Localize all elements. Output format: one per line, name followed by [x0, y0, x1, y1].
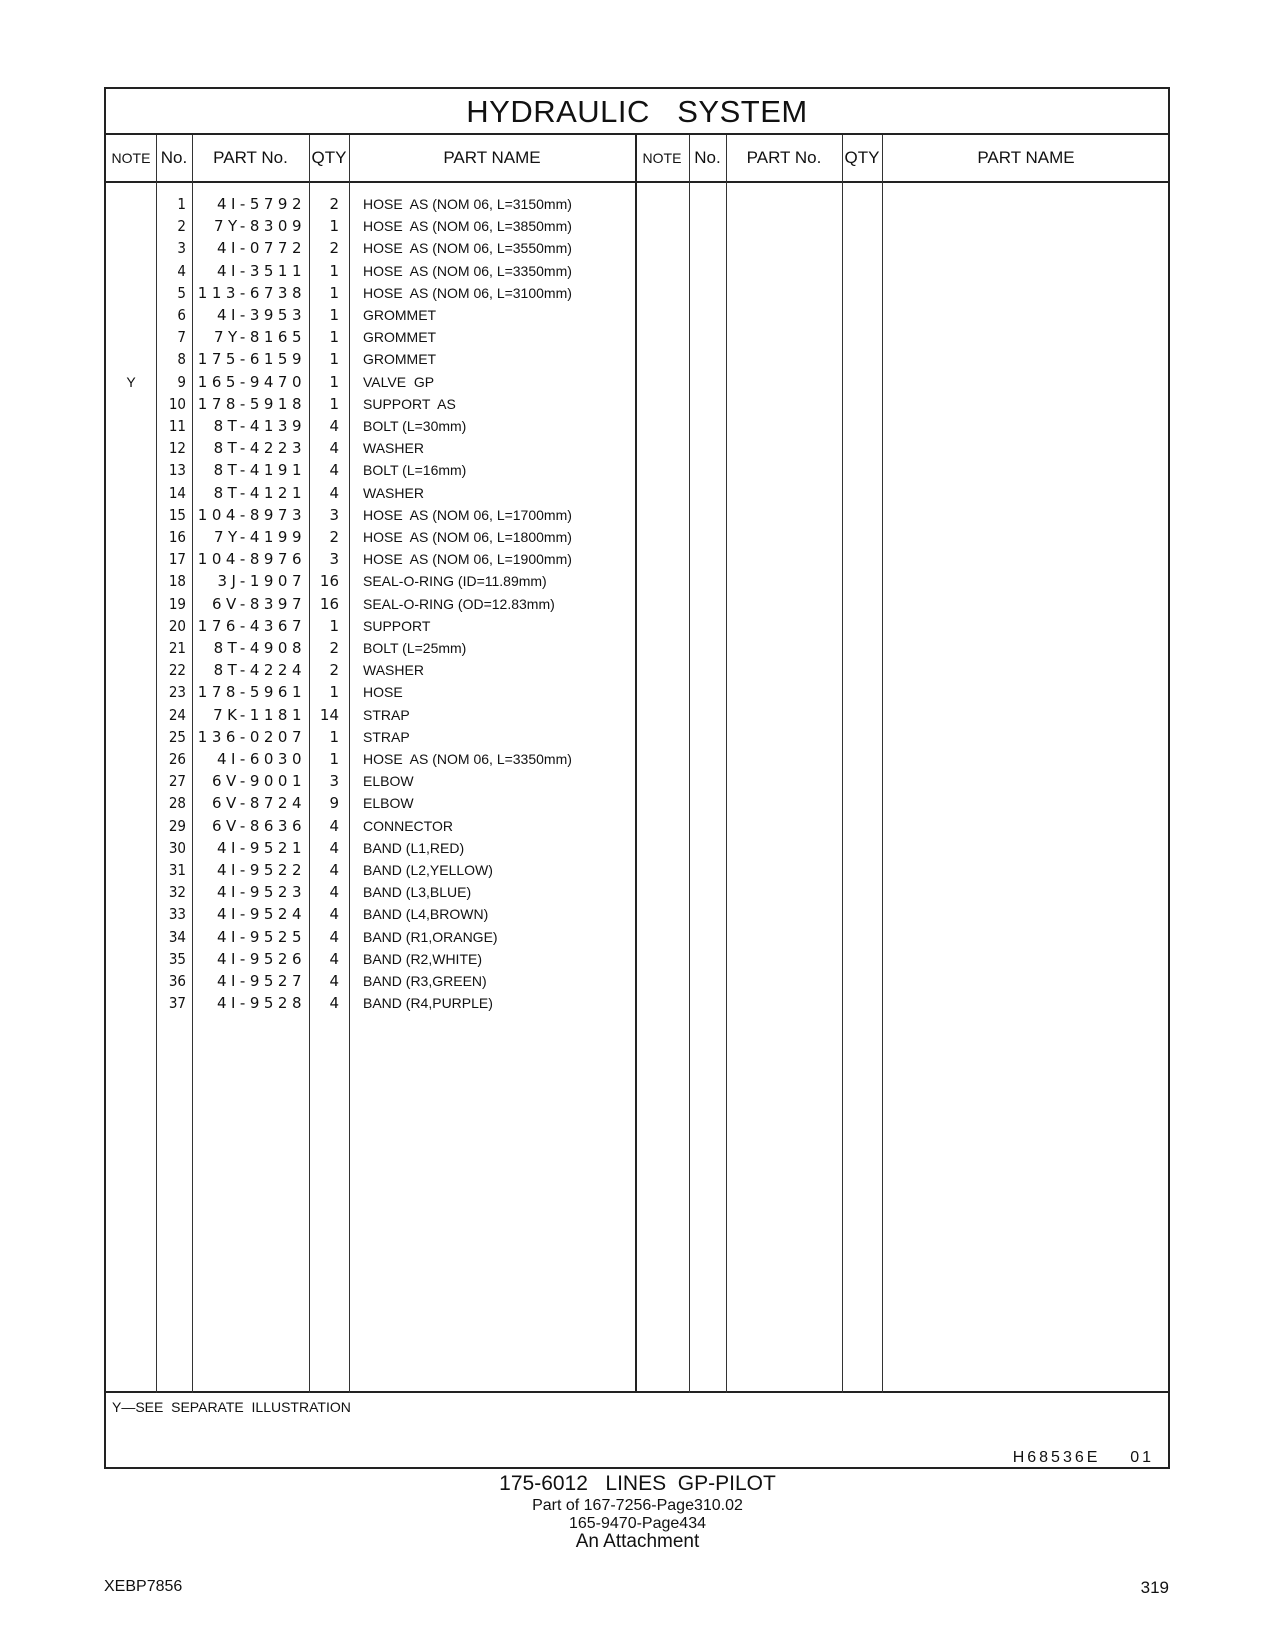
quantity-cell: 3 — [329, 505, 339, 524]
part-number-cell: 6V-8636 — [211, 816, 306, 835]
note-cell — [106, 437, 156, 459]
note-cell — [106, 726, 156, 748]
item-number-cell: 20 — [168, 616, 186, 635]
note-cell — [106, 948, 156, 970]
note-cell — [106, 504, 156, 526]
quantity-cell: 1 — [329, 350, 339, 369]
item-number-cell: 16 — [168, 528, 186, 546]
table-row — [106, 415, 1168, 437]
table-row — [106, 792, 1168, 814]
part-name-cell: WASHER — [363, 662, 424, 679]
note-cell — [106, 704, 156, 726]
item-number-cell: 10 — [168, 394, 186, 413]
table-row — [106, 992, 1168, 1014]
note-cell — [106, 393, 156, 415]
table-row — [106, 570, 1168, 592]
part-name-cell: BAND (L4,BROWN) — [363, 906, 489, 923]
note-cell — [106, 548, 156, 570]
note-cell — [106, 837, 156, 859]
part-number-cell: 4I-3953 — [216, 306, 306, 324]
part-number-cell: 8T-4224 — [213, 661, 306, 680]
table-row — [106, 726, 1168, 748]
part-number-cell: 4I-3511 — [216, 261, 306, 280]
quantity-cell: 1 — [329, 283, 339, 302]
note-cell — [106, 459, 156, 481]
quantity-cell: 1 — [329, 328, 339, 347]
quantity-cell: 2 — [329, 639, 339, 657]
part-number-cell: 6V-8397 — [211, 594, 306, 613]
part-name-cell: HOSE AS (NOM 06, L=3100mm) — [363, 284, 572, 301]
part-name-cell: ELBOW — [363, 773, 414, 790]
table-row — [106, 948, 1168, 970]
item-number-cell: 15 — [168, 505, 186, 524]
part-name-cell: BAND (L1,RED) — [363, 839, 465, 856]
item-number-cell: 33 — [168, 905, 186, 924]
quantity-cell: 4 — [329, 483, 339, 502]
part-name-cell: BAND (L2,YELLOW) — [363, 862, 493, 878]
item-number-cell: 4 — [177, 261, 186, 280]
part-number-cell: 4I-9523 — [216, 883, 306, 902]
note-cell — [106, 881, 156, 903]
table-row — [106, 815, 1168, 837]
part-number-cell: 4I-9522 — [216, 861, 306, 879]
header-part-name-right: PART NAME — [977, 148, 1075, 167]
header-note-right: NOTE — [642, 150, 682, 166]
part-name-cell: HOSE — [363, 684, 403, 701]
quantity-cell: 4 — [329, 816, 339, 835]
part-number-cell: 7Y-8165 — [213, 328, 306, 347]
item-number-cell: 28 — [168, 794, 186, 813]
header-no-right: No. — [694, 148, 721, 167]
part-number-cell: 3J-1907 — [217, 572, 306, 591]
quantity-cell: 4 — [329, 905, 339, 924]
table-row — [106, 881, 1168, 903]
item-number-cell: 26 — [168, 750, 186, 768]
part-name-cell: SUPPORT — [363, 617, 431, 634]
table-row — [106, 637, 1168, 659]
table-row — [106, 326, 1168, 348]
quantity-cell: 1 — [329, 750, 339, 768]
table-row — [106, 371, 1168, 393]
item-number-cell: 2 — [177, 217, 186, 236]
header-divider — [106, 181, 1168, 183]
part-name-cell: HOSE AS (NOM 06, L=3150mm) — [363, 196, 572, 212]
part-number-cell: 165-9470 — [197, 372, 306, 391]
part-name-cell: BAND (R2,WHITE) — [363, 950, 482, 967]
part-name-cell: ELBOW — [363, 795, 414, 812]
item-number-cell: 32 — [168, 883, 186, 902]
part-name-cell: BOLT (L=16mm) — [363, 462, 467, 479]
part-name-cell: BOLT (L=25mm) — [363, 640, 467, 656]
part-name-cell: GROMMET — [363, 329, 437, 346]
table-row — [106, 437, 1168, 459]
note-cell — [106, 526, 156, 548]
part-number-cell: 7K-1181 — [213, 705, 306, 724]
part-number-cell: 4I-9524 — [216, 905, 306, 924]
note-cell — [106, 348, 156, 370]
item-number-cell: 21 — [168, 639, 186, 657]
part-name-cell: BAND (R4,PURPLE) — [363, 995, 493, 1012]
part-number-cell: 4I-6030 — [216, 750, 306, 768]
part-number-cell: 8T-4908 — [213, 639, 306, 657]
quantity-cell: 16 — [319, 572, 339, 591]
part-number-cell: 175-6159 — [197, 350, 306, 369]
table-row — [106, 304, 1168, 326]
table-row — [106, 770, 1168, 792]
item-number-cell: 23 — [168, 683, 186, 702]
quantity-cell: 3 — [329, 550, 339, 569]
part-name-cell: GROMMET — [363, 351, 437, 368]
table-row — [106, 615, 1168, 637]
quantity-cell: 4 — [329, 461, 339, 480]
quantity-cell: 1 — [329, 394, 339, 413]
part-number-cell: 178-5918 — [197, 394, 306, 413]
part-name-cell: STRAP — [363, 728, 410, 745]
item-number-cell: 25 — [168, 727, 186, 746]
part-number-cell: 104-8973 — [197, 505, 306, 524]
part-number-cell: 8T-4191 — [213, 461, 306, 480]
table-row — [106, 215, 1168, 237]
part-number-cell: 8T-4121 — [213, 483, 306, 502]
note-cell: Y — [126, 373, 136, 390]
quantity-cell: 2 — [329, 661, 339, 680]
quantity-cell: 4 — [329, 927, 339, 946]
part-name-cell: STRAP — [363, 706, 410, 723]
table-row — [106, 504, 1168, 526]
table-row — [106, 926, 1168, 948]
part-number-cell: 176-4367 — [197, 616, 306, 635]
header-no: No. — [160, 148, 188, 167]
table-row — [106, 348, 1168, 370]
part-name-cell: CONNECTOR — [363, 817, 453, 834]
part-name-cell: SEAL-O-RING (OD=12.83mm) — [363, 595, 555, 612]
item-number-cell: 14 — [168, 483, 186, 502]
table-row — [106, 393, 1168, 415]
caption-part-of: Part of 167-7256-Page310.02 — [532, 1497, 743, 1514]
part-name-cell: GROMMET — [363, 307, 437, 323]
quantity-cell: 4 — [329, 949, 339, 968]
table-row — [106, 704, 1168, 726]
table-row — [106, 859, 1168, 881]
header-note: NOTE — [111, 150, 151, 166]
note-cell — [106, 815, 156, 837]
item-number-cell: 30 — [168, 838, 186, 857]
quantity-cell: 1 — [329, 616, 339, 635]
part-name-cell: BAND (R3,GREEN) — [363, 973, 487, 989]
quantity-cell: 2 — [329, 239, 339, 258]
note-cell — [106, 926, 156, 948]
part-number-cell: 113-6738 — [197, 283, 306, 302]
quantity-cell: 14 — [319, 705, 339, 724]
quantity-cell: 4 — [329, 838, 339, 857]
part-name-cell: WASHER — [363, 440, 424, 457]
note-cell — [106, 570, 156, 592]
note-cell — [106, 615, 156, 637]
header-part-no: PART No. — [213, 148, 288, 167]
section-title: HYDRAULIC SYSTEM — [106, 89, 1168, 135]
table-row — [106, 837, 1168, 859]
note-cell — [106, 237, 156, 259]
part-name-cell: SUPPORT AS — [363, 395, 456, 412]
note-cell — [106, 970, 156, 992]
header-qty: QTY — [311, 148, 347, 167]
part-number-cell: 136-0207 — [197, 727, 306, 746]
quantity-cell: 4 — [329, 861, 339, 879]
part-name-cell: BAND (R1,ORANGE) — [363, 928, 498, 945]
note-cell — [106, 482, 156, 504]
part-name-cell: HOSE AS (NOM 06, L=3350mm) — [363, 262, 572, 279]
parts-table-frame — [104, 87, 1170, 1469]
part-name-cell: HOSE AS (NOM 06, L=3550mm) — [363, 240, 572, 257]
part-number-cell: 4I-9526 — [216, 949, 306, 968]
part-name-cell: HOSE AS (NOM 06, L=3850mm) — [363, 218, 572, 235]
item-number-cell: 9 — [177, 372, 186, 391]
table-row — [106, 282, 1168, 304]
note-cell — [106, 637, 156, 659]
part-number-cell: 6V-8724 — [211, 794, 306, 813]
note-cell — [106, 304, 156, 326]
item-number-cell: 34 — [168, 927, 186, 946]
header-part-no-right: PART No. — [746, 148, 822, 167]
note-cell — [106, 859, 156, 881]
part-number-cell: 4I-9525 — [216, 927, 306, 946]
quantity-cell: 4 — [329, 883, 339, 902]
table-row — [106, 482, 1168, 504]
part-number-cell: 4I-9528 — [216, 994, 306, 1013]
quantity-cell: 2 — [329, 195, 339, 213]
item-number-cell: 7 — [177, 328, 186, 347]
table-row — [106, 681, 1168, 703]
quantity-cell: 3 — [329, 772, 339, 791]
item-number-cell: 36 — [168, 972, 186, 990]
part-number-cell: 8T-4139 — [213, 417, 306, 435]
note-cell — [106, 748, 156, 770]
table-row — [106, 526, 1168, 548]
note-cell — [106, 681, 156, 703]
table-row — [106, 237, 1168, 259]
note-cell — [106, 215, 156, 237]
table-row — [106, 970, 1168, 992]
item-number-cell: 1 — [177, 195, 186, 213]
footer-divider — [106, 1391, 1168, 1393]
part-name-cell: HOSE AS (NOM 06, L=1900mm) — [363, 551, 572, 568]
document-id: XEBP7856 — [104, 1578, 183, 1595]
part-number-cell: 7Y-8309 — [213, 217, 306, 236]
quantity-cell: 4 — [329, 439, 339, 458]
table-row — [106, 260, 1168, 282]
quantity-cell: 1 — [329, 727, 339, 746]
item-number-cell: 12 — [168, 439, 186, 458]
quantity-cell: 4 — [329, 417, 339, 435]
drawing-code: H68536E 01 — [1012, 1449, 1154, 1466]
item-number-cell: 35 — [168, 949, 186, 968]
part-number-cell: 8T-4223 — [213, 439, 306, 458]
part-number-cell: 7Y-4199 — [213, 528, 306, 546]
part-number-cell: 4I-5792 — [216, 195, 306, 213]
part-name-cell: HOSE AS (NOM 06, L=1700mm) — [363, 506, 572, 523]
item-number-cell: 24 — [168, 705, 186, 724]
item-number-cell: 27 — [168, 772, 186, 791]
item-number-cell: 5 — [177, 283, 186, 302]
table-row — [106, 548, 1168, 570]
quantity-cell: 1 — [329, 217, 339, 236]
note-cell — [106, 792, 156, 814]
quantity-cell: 16 — [319, 594, 339, 613]
part-number-cell: 6V-9001 — [211, 772, 306, 791]
part-name-cell: SEAL-O-RING (ID=11.89mm) — [363, 573, 547, 590]
note-cell — [106, 415, 156, 437]
part-number-cell: 178-5961 — [197, 683, 306, 702]
part-name-cell: BOLT (L=30mm) — [363, 418, 467, 434]
page-number: 319 — [1140, 1578, 1169, 1597]
quantity-cell: 1 — [329, 683, 339, 702]
caption-reference: 165-9470-Page434 — [568, 1515, 706, 1532]
part-number-cell: 104-8976 — [197, 550, 306, 569]
table-row — [106, 193, 1168, 215]
table-row — [106, 459, 1168, 481]
header-part-name: PART NAME — [443, 148, 541, 167]
item-number-cell: 3 — [177, 239, 186, 258]
caption-attachment: An Attachment — [575, 1531, 700, 1552]
caption-title: 175-6012 LINES GP-PILOT — [499, 1472, 776, 1495]
header-qty-right: QTY — [844, 148, 880, 167]
table-row — [106, 593, 1168, 615]
quantity-cell: 4 — [329, 994, 339, 1013]
note-cell — [106, 260, 156, 282]
part-name-cell: HOSE AS (NOM 06, L=1800mm) — [363, 529, 572, 545]
part-number-cell: 4I-9521 — [216, 838, 306, 857]
note-cell — [106, 659, 156, 681]
note-cell — [106, 992, 156, 1014]
table-row — [106, 748, 1168, 770]
item-number-cell: 6 — [177, 306, 186, 324]
item-number-cell: 11 — [168, 417, 186, 435]
part-name-cell: VALVE GP — [363, 373, 435, 390]
part-name-cell: HOSE AS (NOM 06, L=3350mm) — [363, 751, 572, 767]
part-number-cell: 4I-9527 — [216, 972, 306, 990]
table-row — [106, 659, 1168, 681]
quantity-cell: 1 — [329, 306, 339, 324]
quantity-cell: 9 — [329, 794, 339, 813]
item-number-cell: 29 — [168, 816, 186, 835]
item-number-cell: 37 — [168, 994, 186, 1013]
part-number-cell: 4I-0772 — [216, 239, 306, 258]
note-cell — [106, 282, 156, 304]
item-number-cell: 22 — [168, 661, 186, 680]
quantity-cell: 4 — [329, 972, 339, 990]
table-row — [106, 903, 1168, 925]
footnote: Y—SEE SEPARATE ILLUSTRATION — [112, 1399, 351, 1415]
note-cell — [106, 593, 156, 615]
item-number-cell: 19 — [168, 594, 186, 613]
quantity-cell: 1 — [329, 261, 339, 280]
note-cell — [106, 326, 156, 348]
item-number-cell: 18 — [168, 572, 186, 591]
item-number-cell: 31 — [168, 861, 186, 879]
part-name-cell: BAND (L3,BLUE) — [363, 884, 472, 901]
note-cell — [106, 193, 156, 215]
note-cell — [106, 770, 156, 792]
part-name-cell: WASHER — [363, 484, 424, 501]
note-cell — [106, 903, 156, 925]
item-number-cell: 8 — [177, 350, 186, 369]
quantity-cell: 1 — [329, 372, 339, 391]
item-number-cell: 17 — [168, 550, 186, 569]
quantity-cell: 2 — [329, 528, 339, 546]
item-number-cell: 13 — [168, 461, 186, 480]
